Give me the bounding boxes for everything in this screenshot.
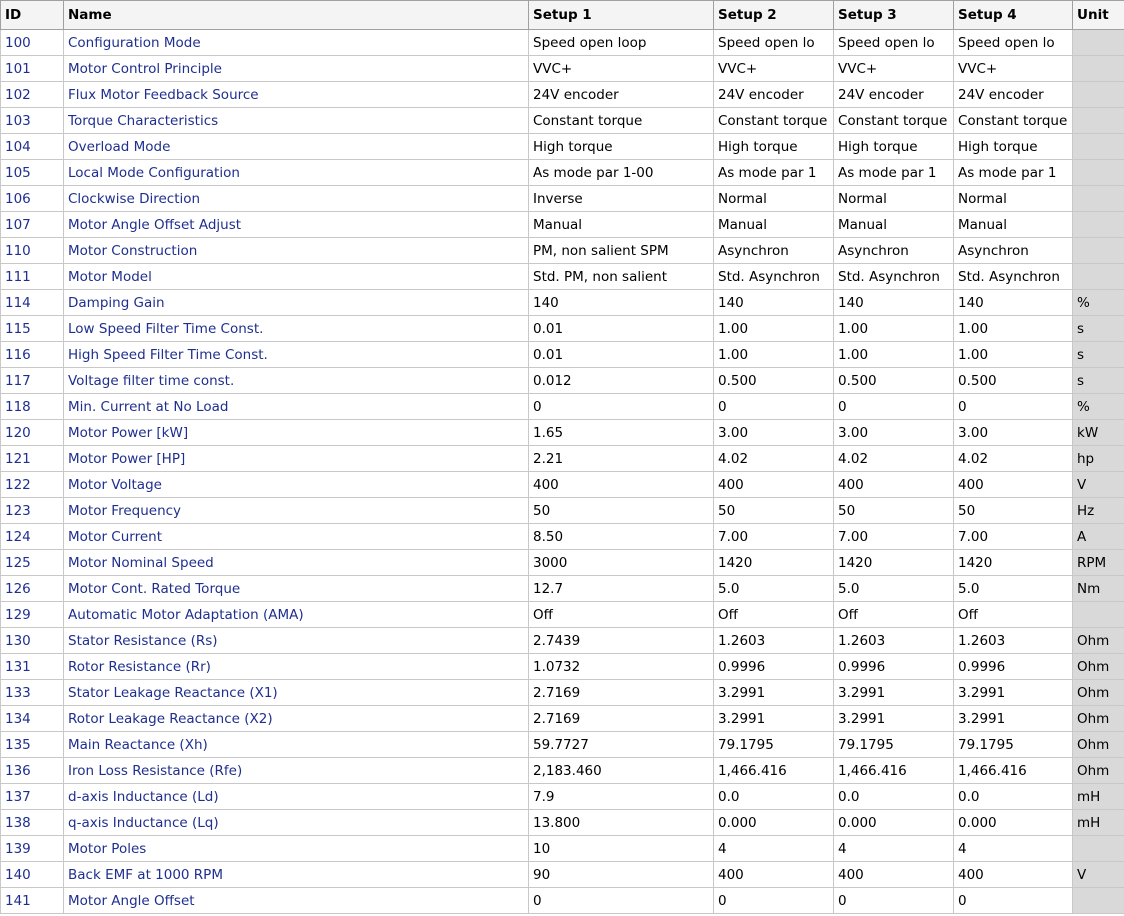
cell-setup-1[interactable]: 1.65 (529, 420, 714, 446)
cell-setup-2[interactable]: 1420 (714, 550, 834, 576)
cell-setup-2[interactable]: 0 (714, 888, 834, 914)
table-row[interactable] (1, 394, 1124, 420)
cell-unit (1073, 160, 1124, 186)
table-row[interactable] (1, 784, 1124, 810)
cell-setup-1[interactable]: 0.01 (529, 316, 714, 342)
cell-name: Motor Model (64, 264, 529, 290)
cell-name: Motor Voltage (64, 472, 529, 498)
cell-unit (1073, 134, 1124, 160)
cell-setup-2[interactable]: 0.000 (714, 810, 834, 836)
cell-unit (1073, 602, 1124, 628)
cell-setup-1[interactable]: 10 (529, 836, 714, 862)
table-row[interactable] (1, 628, 1124, 654)
cell-id: 103 (1, 108, 64, 134)
cell-setup-3[interactable]: 7.00 (834, 524, 954, 550)
cell-setup-4[interactable]: 0.0 (954, 784, 1073, 810)
cell-setup-3[interactable]: Normal (834, 186, 954, 212)
cell-setup-1[interactable]: 90 (529, 862, 714, 888)
cell-id: 129 (1, 602, 64, 628)
cell-unit (1073, 30, 1124, 56)
table-row[interactable] (1, 550, 1124, 576)
column-header-unit[interactable]: Unit (1073, 1, 1124, 30)
table-row[interactable] (1, 316, 1124, 342)
cell-unit (1073, 836, 1124, 862)
cell-setup-4[interactable]: 24V encoder (954, 82, 1073, 108)
cell-unit: hp (1073, 446, 1124, 472)
cell-name: Stator Leakage Reactance (X1) (64, 680, 529, 706)
cell-setup-3[interactable]: Manual (834, 212, 954, 238)
table-row[interactable] (1, 732, 1124, 758)
table-row[interactable] (1, 888, 1124, 914)
cell-unit (1073, 56, 1124, 82)
cell-name: Motor Angle Offset (64, 888, 529, 914)
cell-unit (1073, 108, 1124, 134)
cell-id: 125 (1, 550, 64, 576)
cell-setup-4[interactable]: 0.500 (954, 368, 1073, 394)
cell-setup-4[interactable]: 140 (954, 290, 1073, 316)
table-row[interactable] (1, 264, 1124, 290)
cell-unit (1073, 212, 1124, 238)
cell-setup-4[interactable]: 3.2991 (954, 706, 1073, 732)
cell-name: Motor Power [HP] (64, 446, 529, 472)
table-row[interactable] (1, 602, 1124, 628)
cell-name: Low Speed Filter Time Const. (64, 316, 529, 342)
column-header-id[interactable]: ID (1, 1, 64, 30)
cell-id: 116 (1, 342, 64, 368)
cell-setup-2[interactable]: 5.0 (714, 576, 834, 602)
table-row[interactable] (1, 498, 1124, 524)
cell-setup-1[interactable]: Constant torque (529, 108, 714, 134)
table-row[interactable] (1, 108, 1124, 134)
cell-name: Automatic Motor Adaptation (AMA) (64, 602, 529, 628)
cell-id: 126 (1, 576, 64, 602)
cell-setup-2[interactable]: Asynchron (714, 238, 834, 264)
table-row[interactable] (1, 862, 1124, 888)
table-row[interactable] (1, 212, 1124, 238)
table-row[interactable] (1, 420, 1124, 446)
cell-setup-1[interactable]: 2,183.460 (529, 758, 714, 784)
cell-setup-1[interactable]: 2.21 (529, 446, 714, 472)
cell-name: Configuration Mode (64, 30, 529, 56)
cell-setup-3[interactable]: VVC+ (834, 56, 954, 82)
cell-id: 122 (1, 472, 64, 498)
cell-name: Rotor Leakage Reactance (X2) (64, 706, 529, 732)
cell-setup-2[interactable]: 1.00 (714, 316, 834, 342)
cell-setup-3[interactable]: 0 (834, 888, 954, 914)
table-row[interactable] (1, 836, 1124, 862)
cell-setup-3[interactable]: 0.000 (834, 810, 954, 836)
cell-setup-2[interactable]: 4 (714, 836, 834, 862)
cell-id: 124 (1, 524, 64, 550)
cell-unit: Ohm (1073, 732, 1124, 758)
cell-id: 106 (1, 186, 64, 212)
cell-id: 140 (1, 862, 64, 888)
cell-setup-3[interactable]: 5.0 (834, 576, 954, 602)
cell-setup-2[interactable]: Normal (714, 186, 834, 212)
cell-id: 130 (1, 628, 64, 654)
cell-setup-3[interactable]: 3.2991 (834, 706, 954, 732)
cell-unit (1073, 238, 1124, 264)
cell-setup-4[interactable]: 79.1795 (954, 732, 1073, 758)
cell-id: 104 (1, 134, 64, 160)
cell-setup-2[interactable]: VVC+ (714, 56, 834, 82)
table-row[interactable] (1, 680, 1124, 706)
cell-name: Motor Power [kW] (64, 420, 529, 446)
table-row[interactable] (1, 524, 1124, 550)
cell-setup-3[interactable]: 50 (834, 498, 954, 524)
cell-id: 133 (1, 680, 64, 706)
cell-name: Damping Gain (64, 290, 529, 316)
cell-setup-4[interactable]: High torque (954, 134, 1073, 160)
cell-id: 120 (1, 420, 64, 446)
cell-setup-3[interactable]: 400 (834, 472, 954, 498)
cell-setup-1[interactable]: 140 (529, 290, 714, 316)
table-row[interactable] (1, 134, 1124, 160)
cell-setup-1[interactable]: VVC+ (529, 56, 714, 82)
cell-setup-3[interactable]: 0 (834, 394, 954, 420)
cell-name: Stator Resistance (Rs) (64, 628, 529, 654)
table-body (1, 30, 1124, 914)
cell-id: 134 (1, 706, 64, 732)
cell-unit (1073, 82, 1124, 108)
cell-setup-4[interactable]: Constant torque (954, 108, 1073, 134)
cell-setup-1[interactable]: Std. PM, non salient (529, 264, 714, 290)
cell-name: Motor Nominal Speed (64, 550, 529, 576)
cell-name: Motor Poles (64, 836, 529, 862)
cell-unit: kW (1073, 420, 1124, 446)
cell-setup-2[interactable]: 1.00 (714, 342, 834, 368)
cell-name: Iron Loss Resistance (Rfe) (64, 758, 529, 784)
cell-id: 101 (1, 56, 64, 82)
cell-setup-3[interactable]: 1.2603 (834, 628, 954, 654)
cell-setup-4[interactable]: 1420 (954, 550, 1073, 576)
cell-setup-4[interactable]: 7.00 (954, 524, 1073, 550)
cell-name: Motor Cont. Rated Torque (64, 576, 529, 602)
cell-name: High Speed Filter Time Const. (64, 342, 529, 368)
cell-setup-3[interactable]: High torque (834, 134, 954, 160)
cell-setup-4[interactable]: Manual (954, 212, 1073, 238)
cell-id: 135 (1, 732, 64, 758)
cell-name: Motor Construction (64, 238, 529, 264)
cell-setup-1[interactable]: 0 (529, 888, 714, 914)
cell-setup-1[interactable]: 13.800 (529, 810, 714, 836)
table-row[interactable] (1, 30, 1124, 56)
cell-unit: Ohm (1073, 758, 1124, 784)
cell-unit: Ohm (1073, 706, 1124, 732)
cell-unit: Ohm (1073, 628, 1124, 654)
cell-unit: s (1073, 316, 1124, 342)
cell-name: Motor Angle Offset Adjust (64, 212, 529, 238)
cell-setup-4[interactable]: 3.00 (954, 420, 1073, 446)
cell-setup-4[interactable]: 400 (954, 472, 1073, 498)
table-row[interactable] (1, 290, 1124, 316)
cell-name: Rotor Resistance (Rr) (64, 654, 529, 680)
cell-id: 105 (1, 160, 64, 186)
cell-setup-3[interactable]: 400 (834, 862, 954, 888)
cell-setup-1[interactable]: 50 (529, 498, 714, 524)
table-row[interactable] (1, 342, 1124, 368)
cell-id: 137 (1, 784, 64, 810)
cell-setup-4[interactable]: 1.00 (954, 342, 1073, 368)
cell-unit: Ohm (1073, 654, 1124, 680)
cell-setup-1[interactable]: 1.0732 (529, 654, 714, 680)
cell-name: Local Mode Configuration (64, 160, 529, 186)
cell-setup-1[interactable]: Speed open loop (529, 30, 714, 56)
cell-unit: Nm (1073, 576, 1124, 602)
cell-name: Clockwise Direction (64, 186, 529, 212)
table-row[interactable] (1, 238, 1124, 264)
cell-id: 114 (1, 290, 64, 316)
table-row[interactable] (1, 186, 1124, 212)
cell-name: Min. Current at No Load (64, 394, 529, 420)
cell-setup-2[interactable]: 1.2603 (714, 628, 834, 654)
cell-setup-3[interactable]: 0.500 (834, 368, 954, 394)
cell-setup-2[interactable]: 7.00 (714, 524, 834, 550)
column-header-setup-4[interactable]: Setup 4 (954, 1, 1073, 30)
cell-setup-3[interactable]: Std. Asynchron (834, 264, 954, 290)
cell-setup-4[interactable]: VVC+ (954, 56, 1073, 82)
cell-unit: A (1073, 524, 1124, 550)
cell-setup-1[interactable]: 2.7439 (529, 628, 714, 654)
cell-setup-2[interactable]: 3.2991 (714, 706, 834, 732)
cell-setup-2[interactable]: Manual (714, 212, 834, 238)
cell-setup-2[interactable]: Std. Asynchron (714, 264, 834, 290)
cell-setup-1[interactable]: PM, non salient SPM (529, 238, 714, 264)
cell-setup-1[interactable]: 2.7169 (529, 680, 714, 706)
cell-id: 123 (1, 498, 64, 524)
cell-setup-3[interactable]: 4 (834, 836, 954, 862)
cell-setup-1[interactable]: 400 (529, 472, 714, 498)
column-header-setup-2[interactable]: Setup 2 (714, 1, 834, 30)
cell-setup-4[interactable]: Normal (954, 186, 1073, 212)
table-row[interactable] (1, 160, 1124, 186)
cell-id: 107 (1, 212, 64, 238)
cell-setup-2[interactable]: High torque (714, 134, 834, 160)
cell-setup-2[interactable]: 1,466.416 (714, 758, 834, 784)
cell-setup-1[interactable]: 7.9 (529, 784, 714, 810)
cell-setup-2[interactable]: Speed open lo (714, 30, 834, 56)
cell-id: 136 (1, 758, 64, 784)
cell-setup-4[interactable]: 1.2603 (954, 628, 1073, 654)
table-row[interactable] (1, 56, 1124, 82)
cell-unit: mH (1073, 810, 1124, 836)
cell-setup-1[interactable]: Off (529, 602, 714, 628)
cell-id: 138 (1, 810, 64, 836)
table-row[interactable] (1, 82, 1124, 108)
cell-setup-2[interactable]: 0.500 (714, 368, 834, 394)
cell-setup-4[interactable]: 1.00 (954, 316, 1073, 342)
cell-setup-4[interactable]: 400 (954, 862, 1073, 888)
cell-setup-3[interactable]: 140 (834, 290, 954, 316)
cell-setup-4[interactable]: 3.2991 (954, 680, 1073, 706)
table-row[interactable] (1, 810, 1124, 836)
cell-setup-1[interactable]: 3000 (529, 550, 714, 576)
cell-name: Torque Characteristics (64, 108, 529, 134)
cell-setup-1[interactable]: High torque (529, 134, 714, 160)
cell-name: Motor Control Principle (64, 56, 529, 82)
cell-id: 110 (1, 238, 64, 264)
table-row[interactable] (1, 654, 1124, 680)
cell-unit (1073, 888, 1124, 914)
cell-name: Motor Frequency (64, 498, 529, 524)
cell-setup-2[interactable]: 400 (714, 472, 834, 498)
cell-unit: s (1073, 368, 1124, 394)
cell-unit: mH (1073, 784, 1124, 810)
cell-name: q-axis Inductance (Lq) (64, 810, 529, 836)
cell-setup-4[interactable]: 4.02 (954, 446, 1073, 472)
cell-unit: V (1073, 862, 1124, 888)
cell-setup-1[interactable]: As mode par 1-00 (529, 160, 714, 186)
table-row[interactable] (1, 706, 1124, 732)
cell-setup-2[interactable]: As mode par 1 (714, 160, 834, 186)
cell-id: 141 (1, 888, 64, 914)
cell-setup-4[interactable]: Std. Asynchron (954, 264, 1073, 290)
cell-unit: % (1073, 394, 1124, 420)
cell-setup-4[interactable]: 50 (954, 498, 1073, 524)
cell-setup-3[interactable]: 0.0 (834, 784, 954, 810)
cell-name: Main Reactance (Xh) (64, 732, 529, 758)
cell-setup-3[interactable]: 1420 (834, 550, 954, 576)
cell-id: 115 (1, 316, 64, 342)
cell-id: 111 (1, 264, 64, 290)
cell-setup-1[interactable]: 0.012 (529, 368, 714, 394)
cell-name: Back EMF at 1000 RPM (64, 862, 529, 888)
cell-setup-4[interactable]: Speed open lo (954, 30, 1073, 56)
cell-unit: s (1073, 342, 1124, 368)
cell-setup-1[interactable]: 59.7727 (529, 732, 714, 758)
cell-setup-3[interactable]: 24V encoder (834, 82, 954, 108)
cell-setup-3[interactable]: 1,466.416 (834, 758, 954, 784)
cell-unit: RPM (1073, 550, 1124, 576)
cell-setup-4[interactable]: 1,466.416 (954, 758, 1073, 784)
cell-unit (1073, 186, 1124, 212)
cell-setup-3[interactable]: Speed open lo (834, 30, 954, 56)
cell-unit: Hz (1073, 498, 1124, 524)
cell-unit (1073, 264, 1124, 290)
cell-setup-3[interactable]: Asynchron (834, 238, 954, 264)
cell-setup-3[interactable]: As mode par 1 (834, 160, 954, 186)
cell-name: Motor Current (64, 524, 529, 550)
cell-setup-3[interactable]: 1.00 (834, 342, 954, 368)
cell-id: 117 (1, 368, 64, 394)
cell-setup-1[interactable]: 0.01 (529, 342, 714, 368)
cell-name: Overload Mode (64, 134, 529, 160)
cell-setup-1[interactable]: 24V encoder (529, 82, 714, 108)
cell-name: d-axis Inductance (Ld) (64, 784, 529, 810)
cell-setup-4[interactable]: As mode par 1 (954, 160, 1073, 186)
cell-setup-3[interactable]: 3.00 (834, 420, 954, 446)
cell-setup-2[interactable]: 140 (714, 290, 834, 316)
cell-setup-2[interactable]: Constant torque (714, 108, 834, 134)
cell-setup-3[interactable]: 4.02 (834, 446, 954, 472)
cell-setup-3[interactable]: Constant torque (834, 108, 954, 134)
cell-setup-3[interactable]: 0.9996 (834, 654, 954, 680)
cell-unit: V (1073, 472, 1124, 498)
cell-unit: % (1073, 290, 1124, 316)
cell-id: 131 (1, 654, 64, 680)
cell-id: 121 (1, 446, 64, 472)
cell-setup-2[interactable]: 24V encoder (714, 82, 834, 108)
cell-setup-1[interactable]: 0 (529, 394, 714, 420)
cell-setup-4[interactable]: 0.9996 (954, 654, 1073, 680)
cell-setup-2[interactable]: 400 (714, 862, 834, 888)
cell-setup-4[interactable]: 0.000 (954, 810, 1073, 836)
cell-setup-4[interactable]: 5.0 (954, 576, 1073, 602)
cell-setup-2[interactable]: 0.9996 (714, 654, 834, 680)
cell-setup-2[interactable]: 3.2991 (714, 680, 834, 706)
column-header-setup-3[interactable]: Setup 3 (834, 1, 954, 30)
cell-setup-3[interactable]: Off (834, 602, 954, 628)
cell-setup-4[interactable]: 4 (954, 836, 1073, 862)
table-row[interactable] (1, 368, 1124, 394)
cell-setup-2[interactable]: 79.1795 (714, 732, 834, 758)
table-row[interactable] (1, 472, 1124, 498)
cell-setup-2[interactable]: 4.02 (714, 446, 834, 472)
cell-id: 100 (1, 30, 64, 56)
cell-id: 118 (1, 394, 64, 420)
cell-setup-3[interactable]: 79.1795 (834, 732, 954, 758)
cell-setup-4[interactable]: 0 (954, 888, 1073, 914)
cell-setup-2[interactable]: Off (714, 602, 834, 628)
cell-setup-1[interactable]: 2.7169 (529, 706, 714, 732)
header-row (1, 1, 1124, 30)
cell-setup-1[interactable]: Manual (529, 212, 714, 238)
cell-setup-3[interactable]: 3.2991 (834, 680, 954, 706)
cell-id: 139 (1, 836, 64, 862)
table-row[interactable] (1, 758, 1124, 784)
cell-name: Voltage filter time const. (64, 368, 529, 394)
table-row[interactable] (1, 576, 1124, 602)
cell-setup-1[interactable]: 12.7 (529, 576, 714, 602)
cell-setup-3[interactable]: 1.00 (834, 316, 954, 342)
cell-setup-2[interactable]: 0.0 (714, 784, 834, 810)
cell-name: Flux Motor Feedback Source (64, 82, 529, 108)
cell-setup-2[interactable]: 0 (714, 394, 834, 420)
column-header-setup-1[interactable]: Setup 1 (529, 1, 714, 30)
cell-setup-2[interactable]: 3.00 (714, 420, 834, 446)
cell-setup-4[interactable]: Off (954, 602, 1073, 628)
cell-setup-4[interactable]: Asynchron (954, 238, 1073, 264)
cell-unit: Ohm (1073, 680, 1124, 706)
cell-setup-4[interactable]: 0 (954, 394, 1073, 420)
table-row[interactable] (1, 446, 1124, 472)
cell-id: 102 (1, 82, 64, 108)
cell-setup-1[interactable]: 8.50 (529, 524, 714, 550)
cell-setup-2[interactable]: 50 (714, 498, 834, 524)
cell-setup-1[interactable]: Inverse (529, 186, 714, 212)
column-header-name[interactable]: Name (64, 1, 529, 30)
